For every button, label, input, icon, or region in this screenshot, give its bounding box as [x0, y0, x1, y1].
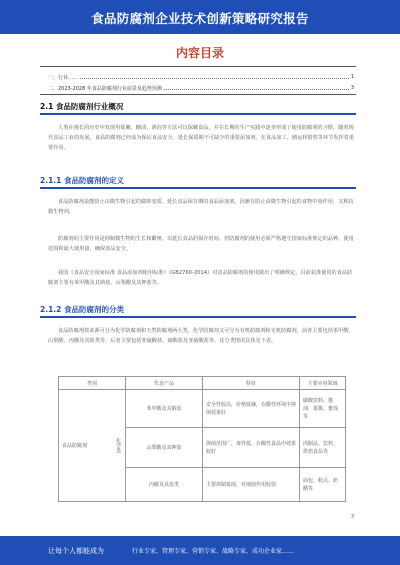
table-row [59, 390, 346, 428]
subsection-rule [40, 316, 356, 318]
table-cell-application: 碳酸饮料、酱油、果酱、蜜饯等 [300, 390, 346, 428]
definition-paragraph-1: 食品防腐剂是能防止由微生物引起的腐败变质、延长食品保存期的食品添加剂。因兼有防止由微生物引起的食物中毒作用，又称抗微生物剂。 [48, 199, 354, 215]
report-header-bar [0, 0, 400, 34]
toc-divider-bottom [40, 94, 356, 95]
table-cell-product: 苯甲酸及其钠盐 [126, 390, 203, 428]
subsection-heading-classification: 2.1.2 食品防腐剂的分类 [40, 305, 124, 314]
section-heading: 2.1 食品防腐剂行业概况 [40, 102, 124, 111]
table-group-label: 食品防腐剂 [62, 442, 88, 449]
toc-item-label: 二、2023-2028 年食品防腐剂行业前景及趋势预测 [48, 86, 162, 92]
footer-expert-list: 行业专家、管理专家、营销专家、战略专家、成功企业家…… [132, 548, 295, 555]
section-rule [40, 113, 356, 115]
footer-bar [0, 536, 400, 565]
table-header-cell: 主要应用领域 [300, 377, 346, 390]
toc-item-page: 1 [350, 74, 354, 80]
section-intro-paragraph: 人类在漫长的历史中发现用盐腌、糖渍、酒泡等方法可以保藏食品，并在长期的生产实践中逐步形成了使用防腐剂的习惯。随着现代食品工业的发展，食品防腐剂已经成为保证食品安全、延长保质期不可缺少的重要添加剂，在食品加工、储运和销售等环节发挥着重要作用。 [48, 125, 355, 151]
table-cell-feature: 主要抑制霉菌，对细菌作用较弱 [203, 468, 300, 502]
toc-item-label: 一、行业…… [48, 75, 79, 81]
page-number: 3 [350, 514, 354, 520]
classification-paragraph: 食品防腐剂按来源可分为化学防腐剂和天然防腐剂两大类。化学防腐剂又可分为有机防腐剂和无机防腐剂，前者主要包括苯甲酸、山梨酸、丙酸及其盐类等，后者主要包括亚硫酸盐、硝酸盐及亚硝酸盐等。其分类情况具体见下表。 [48, 328, 354, 344]
toc-item-page: 3 [350, 85, 354, 91]
toc-item[interactable] [48, 85, 354, 92]
table-cell-feature: 抑菌范围广，毒性低，在酸性食品中效果较好 [203, 428, 300, 468]
table-header-cell: 代表产品 [126, 377, 203, 390]
definition-paragraph-2: 防腐剂的主要作用是抑制微生物的生长和繁殖，以延长食品的保存时间。但防腐剂的使用必须严格遵守国家标准规定的品种、使用范围和最大使用量，确保食品安全。 [48, 236, 354, 252]
table-cell-product: 丙酸及其盐类 [126, 468, 203, 502]
table-subgroup-label: 化学类 [115, 438, 121, 453]
report-title: 食品防腐剂企业技术创新策略研究报告 [91, 11, 309, 26]
subsection-heading-definition: 2.1.1 食品防腐剂的定义 [40, 176, 124, 185]
table-header-cell: 类别 [59, 377, 126, 390]
table-cell-feature: 安全性较高，价格低廉，在酸性环境中抑菌效果好 [203, 390, 300, 428]
table-group-cell [59, 390, 126, 502]
subsection-rule [40, 187, 356, 189]
table-cell-application: 面包、糕点、奶酪等 [300, 468, 346, 502]
toc-divider-top [40, 66, 356, 67]
table-cell-application: 肉制品、饮料、烘焙食品等 [300, 428, 346, 468]
table-cell-product: 山梨酸及其钾盐 [126, 428, 203, 468]
toc-leader-dots [80, 74, 349, 79]
footer-slogan: 让每个人都能成为 [48, 547, 104, 555]
toc-leader-dots [164, 85, 349, 90]
table-header-cell: 特征 [203, 377, 300, 390]
toc-title: 内容目录 [175, 46, 224, 60]
classification-table [58, 376, 346, 502]
toc-item[interactable] [48, 74, 354, 81]
table-header-row [59, 377, 346, 390]
definition-paragraph-3: 我国《食品安全国家标准 食品添加剂使用标准》（GB2760-2014）对食品防腐剂的使用做出了明确规定，目前获准使用的食品防腐剂主要有苯甲酸及其钠盐、山梨酸及其钾盐等。 [48, 270, 353, 286]
